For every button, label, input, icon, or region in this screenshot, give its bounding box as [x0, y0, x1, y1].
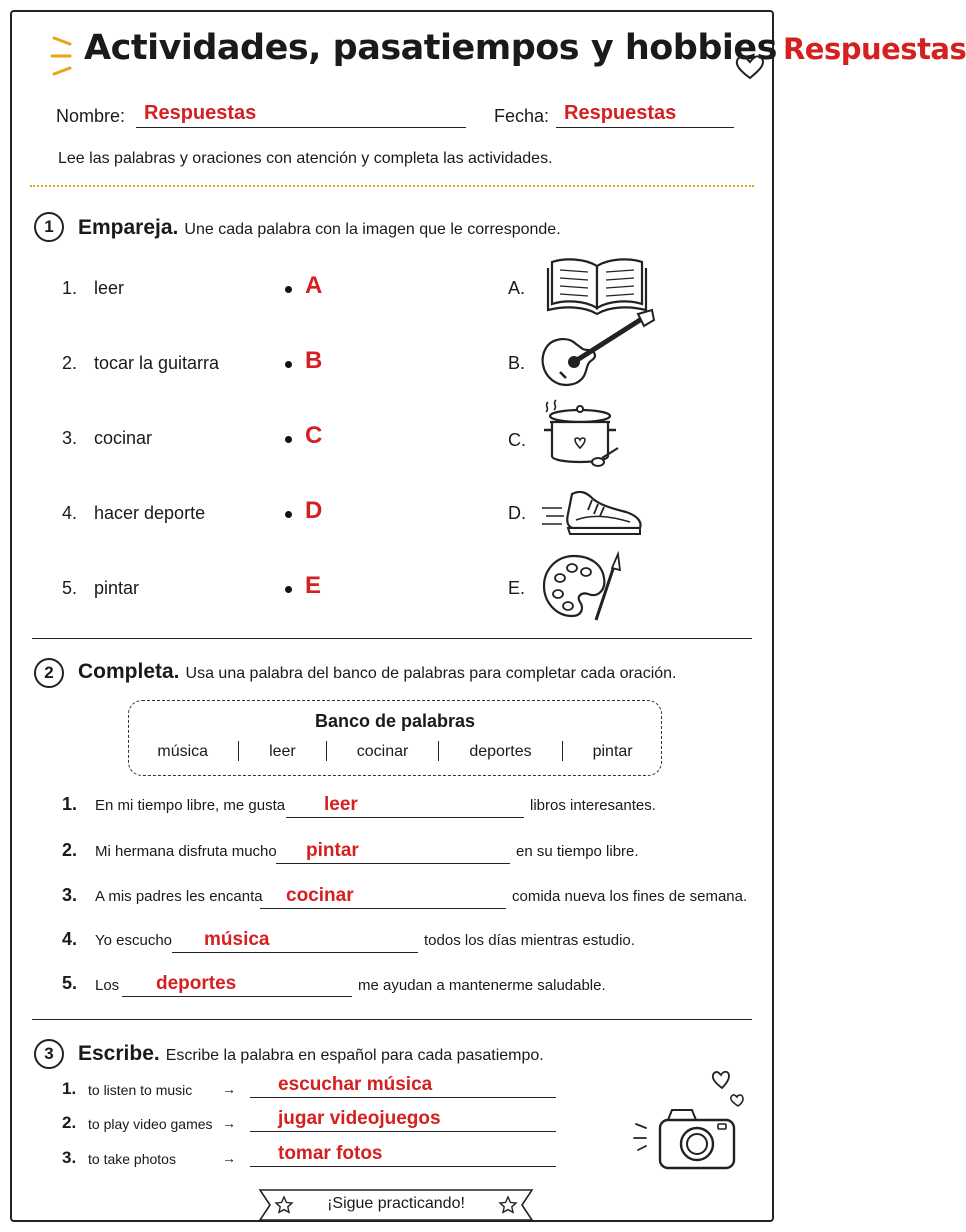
match-answer: A [305, 272, 323, 299]
sentence-after: todos los días mientras estudio. [424, 932, 635, 949]
match-word: cocinar [94, 428, 153, 448]
sentence-after: en su tiempo libre. [516, 843, 639, 860]
sentence-after: comida nueva los fines de semana. [512, 888, 748, 905]
write-num: 2. [62, 1113, 77, 1132]
section2-instruction: Usa una palabra del banco de palabras para completar cada oración. [185, 665, 677, 682]
name-field[interactable] [136, 104, 466, 128]
write-answer: jugar videojuegos [278, 1108, 441, 1129]
match-word: leer [94, 278, 125, 298]
title-text: Actividades, pasatiempos y hobbies [84, 28, 777, 68]
section-divider [32, 638, 752, 639]
match-num: 3. [62, 428, 78, 448]
page-title [84, 28, 966, 68]
write-english: to listen to music [88, 1082, 193, 1098]
sentence-blank[interactable] [122, 973, 352, 997]
sentence-num: 3. [62, 885, 78, 905]
match-word: tocar la guitarra [94, 353, 220, 373]
section3-number: 3 [34, 1039, 64, 1069]
sentence-num: 5. [62, 973, 78, 993]
section2-heading [78, 660, 677, 684]
sentence-before: En mi tiempo libre, me gusta [95, 797, 286, 814]
match-word: hacer deporte [94, 503, 206, 523]
section3-title: Escribe. [78, 1042, 160, 1065]
section2-title: Completa. [78, 660, 180, 683]
bank-word: música [157, 743, 209, 760]
word-bank-title: Banco de palabras [314, 711, 476, 731]
name-label: Nombre: [56, 106, 126, 126]
heart-icon [735, 54, 765, 80]
match-dot[interactable] [285, 361, 292, 368]
word-bank-list [129, 743, 661, 761]
cooking-pot-icon [540, 400, 628, 472]
arrow-right-icon: → [222, 1150, 236, 1166]
write-english: to take photos [88, 1151, 176, 1167]
date-field[interactable] [556, 104, 734, 128]
sentence-answer: deportes [156, 973, 237, 994]
match-dot[interactable] [285, 586, 292, 593]
match-num: 4. [62, 503, 78, 523]
section1-instruction: Une cada palabra con la imagen que le corresponde. [184, 221, 561, 238]
sentence-blank[interactable] [172, 929, 418, 953]
section2-number: 2 [34, 658, 64, 688]
sentence-num: 1. [62, 794, 78, 814]
bank-word: leer [269, 743, 296, 760]
arrow-right-icon: → [222, 1115, 236, 1131]
match-dot[interactable] [285, 286, 292, 293]
match-letter: B. [508, 353, 526, 373]
match-num: 2. [62, 353, 78, 373]
intro-text: Lee las palabras y oraciones con atención y completa las actividades. [58, 150, 553, 167]
section3-instruction: Escribe la palabra en español para cada pasatiempo. [165, 1047, 544, 1064]
camera-icon [630, 1066, 754, 1176]
sentence-blank[interactable] [276, 840, 510, 864]
match-answer: D [305, 497, 323, 524]
match-dot[interactable] [285, 436, 292, 443]
worksheet [10, 10, 774, 1222]
match-letter: D. [508, 503, 526, 523]
sparkle-rays-icon [48, 32, 78, 82]
footer-banner-text-wrap [258, 1188, 534, 1222]
sentence-after: libros interesantes. [530, 797, 656, 814]
sentence-answer: leer [324, 794, 358, 815]
section1-title: Empareja. [78, 216, 179, 239]
sentence-answer: cocinar [286, 885, 354, 906]
match-answer: E [305, 572, 322, 599]
match-answer: B [305, 347, 323, 374]
match-num: 1. [62, 278, 78, 298]
sneaker-icon [540, 486, 646, 538]
sentence-num: 2. [62, 840, 78, 860]
write-num: 1. [62, 1079, 77, 1098]
sentence-before: Yo escucho [95, 932, 173, 949]
sentence-before: A mis padres les encanta [95, 888, 263, 905]
date-label: Fecha: [494, 106, 550, 126]
write-num: 3. [62, 1148, 77, 1167]
write-blank[interactable] [250, 1108, 556, 1132]
sentence-after: me ayudan a mantenerme saludable. [358, 977, 606, 994]
sentence-answer: música [204, 929, 270, 950]
match-word: pintar [94, 578, 140, 598]
guitar-icon [536, 306, 658, 390]
match-letter: C. [508, 430, 526, 450]
sentence-blank[interactable] [260, 885, 506, 909]
section1-number: 1 [34, 212, 64, 242]
match-num: 5. [62, 578, 78, 598]
sentence-before: Mi hermana disfruta mucho [95, 843, 277, 860]
write-answer: tomar fotos [278, 1143, 383, 1164]
match-letter: A. [508, 278, 526, 298]
match-dot[interactable] [285, 511, 292, 518]
sentence-answer: pintar [306, 840, 359, 861]
answers-tag: Respuestas [782, 32, 966, 66]
match-answer: C [305, 422, 323, 449]
name-answer: Respuestas [144, 102, 257, 124]
section3-heading [78, 1042, 544, 1066]
sentence-num: 4. [62, 929, 78, 949]
sentence-blank[interactable] [286, 794, 524, 818]
word-bank [128, 700, 662, 776]
paint-palette-icon [540, 550, 626, 624]
sentence-before: Los [95, 977, 120, 994]
write-answer: escuchar música [278, 1074, 433, 1095]
bank-word: cocinar [356, 743, 409, 760]
footer-banner-text: ¡Sigue practicando! [327, 1195, 465, 1212]
write-blank[interactable] [250, 1074, 556, 1098]
date-answer: Respuestas [564, 102, 677, 124]
section-divider [32, 1019, 752, 1020]
bank-word: deportes [469, 743, 532, 760]
bank-word: pintar [592, 743, 633, 760]
write-blank[interactable] [250, 1143, 556, 1167]
arrow-right-icon: → [222, 1081, 236, 1097]
section1-heading [78, 216, 561, 240]
write-english: to play video games [88, 1116, 213, 1132]
dotted-divider [30, 185, 754, 187]
match-letter: E. [508, 578, 526, 598]
